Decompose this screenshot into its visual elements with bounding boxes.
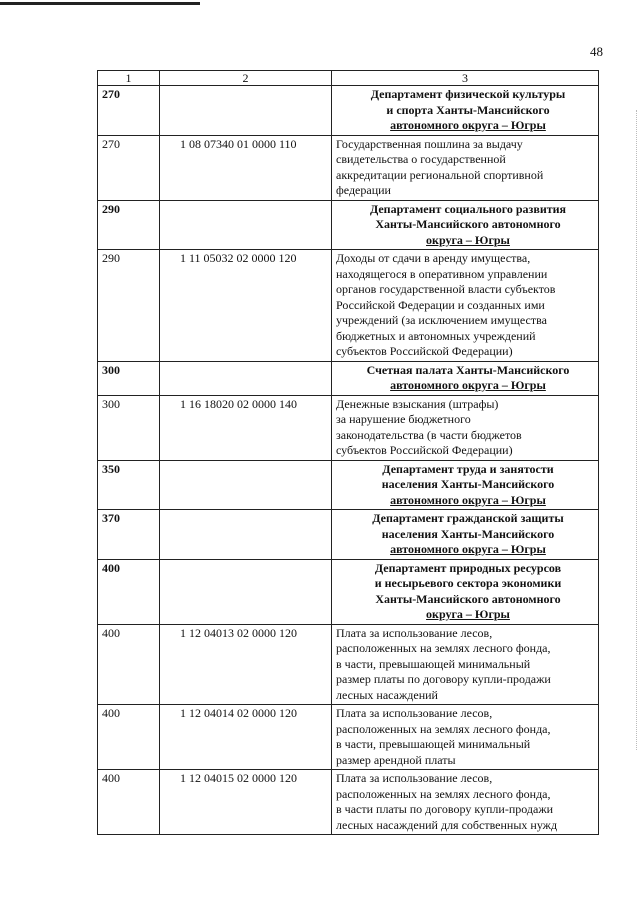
revenue-codes-table	[97, 70, 599, 835]
description-line: учреждений (за исключением имущества	[336, 313, 547, 327]
description-line: Департамент гражданской защиты	[372, 511, 564, 525]
description-line: населения Ханты-Мансийского	[381, 477, 555, 491]
column-header-3: 3	[332, 71, 599, 86]
department-name-cell	[332, 361, 599, 395]
description-line: органов государственной власти субъектов	[336, 282, 556, 296]
budget-code-cell	[160, 200, 332, 250]
department-row	[98, 510, 599, 560]
table-header-row	[98, 71, 599, 86]
column-header-1: 1	[98, 71, 160, 86]
department-row	[98, 86, 599, 136]
description-line: в части платы по договору купли-продажи	[336, 802, 554, 816]
description-line: размер платы по договору купли-продажи	[336, 672, 551, 686]
description-line: расположенных на землях лесного фонда,	[336, 786, 551, 801]
description-line: в части, превышающей минимальный	[336, 737, 531, 751]
revenue-row	[98, 250, 599, 362]
budget-code-cell: 1 12 04013 02 0000 120	[160, 624, 332, 705]
description-line: Денежные взыскания (штрафы)	[336, 396, 499, 411]
description-line: автономного округа – Югры	[390, 492, 546, 507]
budget-code-cell	[160, 86, 332, 136]
revenue-description-cell	[332, 770, 599, 835]
department-row	[98, 559, 599, 624]
revenue-description-cell	[332, 705, 599, 770]
admin-code-cell: 270	[98, 86, 160, 136]
description-line: расположенных на землях лесного фонда,	[336, 641, 551, 655]
description-line: Департамент природных ресурсов	[374, 560, 562, 575]
description-line: бюджетных и автономных учреждений	[336, 328, 536, 343]
department-name-cell	[332, 200, 599, 250]
description-line: автономного округа – Югры	[390, 542, 546, 556]
description-line: находящегося в оперативном управлении	[336, 266, 548, 281]
admin-code-cell: 290	[98, 200, 160, 250]
description-line: за нарушение бюджетного	[336, 412, 471, 426]
department-name-cell	[332, 86, 599, 136]
budget-code-cell: 1 08 07340 01 0000 110	[160, 135, 332, 200]
department-name-cell	[332, 460, 599, 510]
budget-code-cell: 1 12 04015 02 0000 120	[160, 770, 332, 835]
admin-code-cell: 270	[98, 135, 160, 200]
table-body	[98, 86, 599, 835]
description-line: населения Ханты-Мансийского	[381, 526, 555, 541]
admin-code-cell: 400	[98, 624, 160, 705]
page-number: 48	[590, 44, 603, 59]
description-line: свидетельства о государственной	[336, 152, 506, 166]
department-name-cell	[332, 559, 599, 624]
budget-code-cell	[160, 510, 332, 560]
description-line: и спорта Ханты-Мансийского	[386, 102, 550, 117]
admin-code-cell: 350	[98, 460, 160, 510]
budget-code-cell	[160, 361, 332, 395]
budget-code-cell: 1 11 05032 02 0000 120	[160, 250, 332, 362]
description-line: Плата за использование лесов,	[336, 625, 493, 640]
description-line: Доходы от сдачи в аренду имущества,	[336, 251, 531, 265]
description-line: Российской Федерации и созданных ими	[336, 297, 545, 312]
department-row	[98, 361, 599, 395]
description-line: округа – Югры	[426, 232, 510, 247]
admin-code-cell: 300	[98, 395, 160, 460]
description-line: автономного округа – Югры	[390, 118, 546, 132]
department-row	[98, 460, 599, 510]
description-line: расположенных на землях лесного фонда,	[336, 721, 551, 736]
admin-code-cell: 400	[98, 705, 160, 770]
description-line: федерации	[336, 183, 391, 197]
description-line: Плата за использование лесов,	[336, 706, 493, 720]
revenue-row	[98, 135, 599, 200]
budget-code-cell	[160, 460, 332, 510]
description-line: законодательства (в части бюджетов	[336, 427, 522, 442]
description-line: Департамент труда и занятости	[382, 461, 554, 476]
description-line: лесных насаждений для собственных нужд	[336, 817, 558, 832]
description-line: лесных насаждений	[336, 687, 438, 702]
revenue-description-cell	[332, 135, 599, 200]
description-line: Ханты-Мансийского автономного	[375, 217, 561, 231]
column-header-2: 2	[160, 71, 332, 86]
revenue-row	[98, 624, 599, 705]
description-line: Плата за использование лесов,	[336, 771, 493, 785]
description-line: аккредитации региональной спортивной	[336, 167, 544, 182]
budget-code-cell: 1 16 18020 02 0000 140	[160, 395, 332, 460]
budget-code-cell	[160, 559, 332, 624]
top-rule	[0, 2, 200, 5]
admin-code-cell: 290	[98, 250, 160, 362]
revenue-description-cell	[332, 395, 599, 460]
description-line: автономного округа – Югры	[390, 378, 546, 392]
description-line: субъектов Российской Федерации)	[336, 443, 513, 457]
admin-code-cell: 300	[98, 361, 160, 395]
revenue-description-cell	[332, 250, 599, 362]
description-line: Государственная пошлина за выдачу	[336, 136, 523, 151]
description-line: в части, превышающей минимальный	[336, 656, 531, 671]
description-line: Счетная палата Ханты-Мансийского	[366, 362, 570, 377]
revenue-description-cell	[332, 624, 599, 705]
description-line: Департамент социального развития	[369, 201, 567, 216]
description-line: субъектов Российской Федерации)	[336, 344, 513, 358]
revenue-row	[98, 770, 599, 835]
department-row	[98, 200, 599, 250]
admin-code-cell: 370	[98, 510, 160, 560]
budget-code-cell: 1 12 04014 02 0000 120	[160, 705, 332, 770]
description-line: Ханты-Мансийского автономного	[375, 591, 561, 606]
admin-code-cell: 400	[98, 559, 160, 624]
revenue-row	[98, 395, 599, 460]
department-name-cell	[332, 510, 599, 560]
revenue-row	[98, 705, 599, 770]
description-line: и несырьевого сектора экономики	[374, 576, 562, 590]
margin-mark	[634, 110, 637, 750]
description-line: округа – Югры	[426, 607, 510, 621]
description-line: размер арендной платы	[336, 752, 456, 767]
description-line: Департамент физической культуры	[370, 87, 566, 101]
admin-code-cell: 400	[98, 770, 160, 835]
